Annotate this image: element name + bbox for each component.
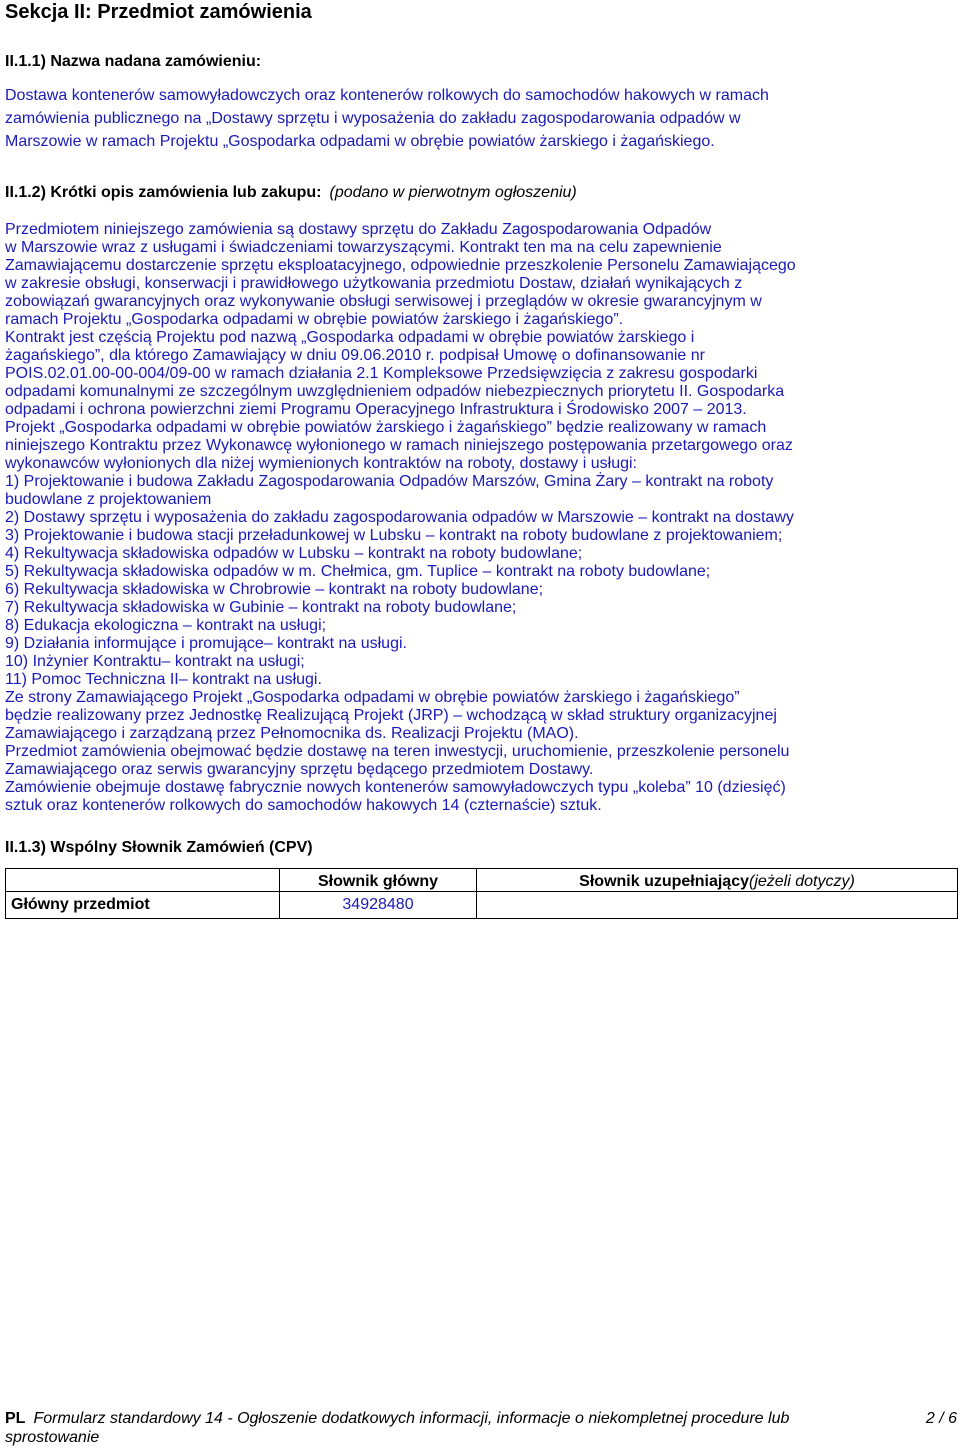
description-line: 4) Rekultywacja składowiska odpadów w Lubsku – kontrakt na roboty budowlane; — [5, 545, 583, 562]
order-name-line: Dostawa kontenerów samowyładowczych oraz kontenerów rolkowych do samochodów hakowych w ramach — [5, 87, 769, 104]
cpv-main-code: 34928480 — [280, 892, 477, 919]
cpv-header-row — [6, 869, 958, 892]
description-line: w Marszowie wraz z usługami i świadczeniami towarzyszącymi. Kontrakt ten ma na celu zapewnienie — [5, 239, 722, 256]
cpv-empty-cell — [6, 869, 280, 892]
description-line: Zamówienie obejmuje dostawę fabrycznie nowych kontenerów samowyładowczych typu „koleba” 10 (dziesięć) — [5, 779, 786, 796]
footer-form-name: Formularz standardowy 14 - Ogłoszenie dodatkowych informacji, informacje o niekompletnej procedure lub — [33, 1410, 790, 1427]
description-line: Zamawiającego oraz serwis gwarancyjny sprzętu będącego przedmiotem Dostawy. — [5, 761, 594, 778]
heading-description-note: (podano w pierwotnym ogłoszeniu) — [329, 184, 577, 201]
description-line: 6) Rekultywacja składowiska w Chrobrowie – kontrakt na roboty budowlane; — [5, 581, 544, 598]
description-line: żagańskiego”, dla którego Zamawiający w dniu 09.06.2010 r. podpisał Umowę o dofinansowanie nr — [5, 347, 705, 364]
cpv-col-supplementary — [477, 869, 958, 892]
description-line: 8) Edukacja ekologiczna – kontrakt na usługi; — [5, 617, 327, 634]
description-line: wykonawców wyłonionych dla niżej wymienionych kontraktów na roboty, dostawy i usługi: — [5, 455, 637, 472]
heading-description — [5, 183, 577, 203]
order-description — [5, 221, 957, 815]
description-line: 5) Rekultywacja składowiska odpadów w m. Chełmica, gm. Tuplice – kontrakt na roboty budowlane; — [5, 563, 711, 580]
description-line: Zamawiającego i zarządzaną przez Pełnomocnika ds. Realizacji Projektu (MAO). — [5, 725, 579, 742]
description-line: Ze strony Zamawiającego Projekt „Gospodarka odpadami w obrębie powiatów żarskiego i żagańskiego” — [5, 689, 740, 706]
section-title: Sekcja II: Przedmiot zamówienia — [5, 1, 312, 23]
description-line: 7) Rekultywacja składowiska w Gubinie – kontrakt na roboty budowlane; — [5, 599, 517, 616]
footer-language: PL — [5, 1410, 26, 1427]
order-name-line: zamówienia publicznego na „Dostawy sprzętu i wyposażenia do zakładu zagospodarowania odpadów w — [5, 110, 741, 127]
description-line: budowlane z projektowaniem — [5, 491, 212, 508]
description-line: 2) Dostawy sprzętu i wyposażenia do zakładu zagospodarowania odpadów w Marszowie – kontrakt na dostawy — [5, 509, 794, 526]
description-line: niniejszego Kontraktu przez Wykonawcę wyłonionego w ramach niniejszego postępowania przetargowego oraz — [5, 437, 793, 454]
description-line: 10) Inżynier Kontraktu– kontrakt na usługi; — [5, 653, 305, 670]
description-line: będzie realizowany przez Jednostkę Realizującą Projekt (JRP) – wchodzącą w skład struktury organizacyjnej — [5, 707, 777, 724]
description-line: Kontrakt jest częścią Projektu pod nazwą „Gospodarka odpadami w obrębie powiatów żarskiego i — [5, 329, 695, 346]
description-line: odpadami komunalnymi ze szczególnym uwzględnieniem odpadów niebezpiecznych priorytetu II. Gospodarka — [5, 383, 785, 400]
footer-form-name-cont: sprostowanie — [5, 1429, 100, 1446]
cpv-main-row — [6, 892, 958, 919]
cpv-col-supplementary-label: Słownik uzupełniający — [579, 873, 749, 890]
order-name-line: Marszowie w ramach Projektu „Gospodarka odpadami w obrębie powiatów żarskiego i żagańskiego. — [5, 133, 715, 150]
description-line: sztuk oraz kontenerów rolkowych do samochodów hakowych 14 (czternaście) sztuk. — [5, 797, 602, 814]
cpv-col-supplementary-note: (jeżeli dotyczy) — [749, 873, 855, 890]
description-line: ramach Projektu „Gospodarka odpadami w obrębie powiatów żarskiego i żagańskiego”. — [5, 311, 624, 328]
cpv-col-main: Słownik główny — [280, 869, 477, 892]
description-line: 9) Działania informujące i promujące– kontrakt na usługi. — [5, 635, 407, 652]
description-line: 1) Projektowanie i budowa Zakładu Zagospodarowania Odpadów Marszów, Gmina Żary – kontrakt na roboty — [5, 473, 774, 490]
cpv-row-label: Główny przedmiot — [6, 892, 280, 919]
description-line: POIS.02.01.00-00-004/09-00 w ramach działania 2.1 Kompleksowe Przedsięwzięcia z zakresu gospodarki — [5, 365, 758, 382]
cpv-table — [5, 868, 958, 919]
footer-page-number: 2 / 6 — [925, 1410, 957, 1427]
description-line: w zakresie obsługi, konserwacji i prawidłowego użytkowania przedmiotu Dostaw, działań wynikających z — [5, 275, 743, 292]
cpv-supplementary-code — [477, 892, 958, 919]
description-line: Przedmiot zamówienia obejmować będzie dostawę na teren inwestycji, uruchomienie, przeszkolenie personelu — [5, 743, 790, 760]
description-line: 11) Pomoc Techniczna II– kontrakt na usługi. — [5, 671, 322, 688]
heading-name: II.1.1) Nazwa nadana zamówieniu: — [5, 53, 262, 70]
heading-cpv: II.1.3) Wspólny Słownik Zamówień (CPV) — [5, 839, 313, 856]
heading-description-text: II.1.2) Krótki opis zamówienia lub zakupu: — [5, 184, 322, 201]
description-line: Projekt „Gospodarka odpadami w obrębie powiatów żarskiego i żagańskiego” będzie realizowany w ramach — [5, 419, 767, 436]
description-line: Przedmiotem niniejszego zamówienia są dostawy sprzętu do Zakładu Zagospodarowania Odpadów — [5, 221, 712, 238]
order-name — [5, 84, 955, 153]
description-line: Zamawiającemu dostarczenie sprzętu eksploatacyjnego, odpowiednie przeszkolenie Personelu Zamawiającego — [5, 257, 796, 274]
page-footer — [5, 1409, 957, 1447]
description-line: odpadami i ochrona powierzchni ziemi Programu Operacyjnego Infrastruktura i Środowisko 2007 – 2013. — [5, 401, 747, 418]
description-line: zobowiązań gwarancyjnych oraz wykonywanie obsługi serwisowej i przeglądów w okresie gwarancyjnym w — [5, 293, 762, 310]
description-line: 3) Projektowanie i budowa stacji przeładunkowej w Lubsku – kontrakt na roboty budowlane z projektowaniem; — [5, 527, 783, 544]
